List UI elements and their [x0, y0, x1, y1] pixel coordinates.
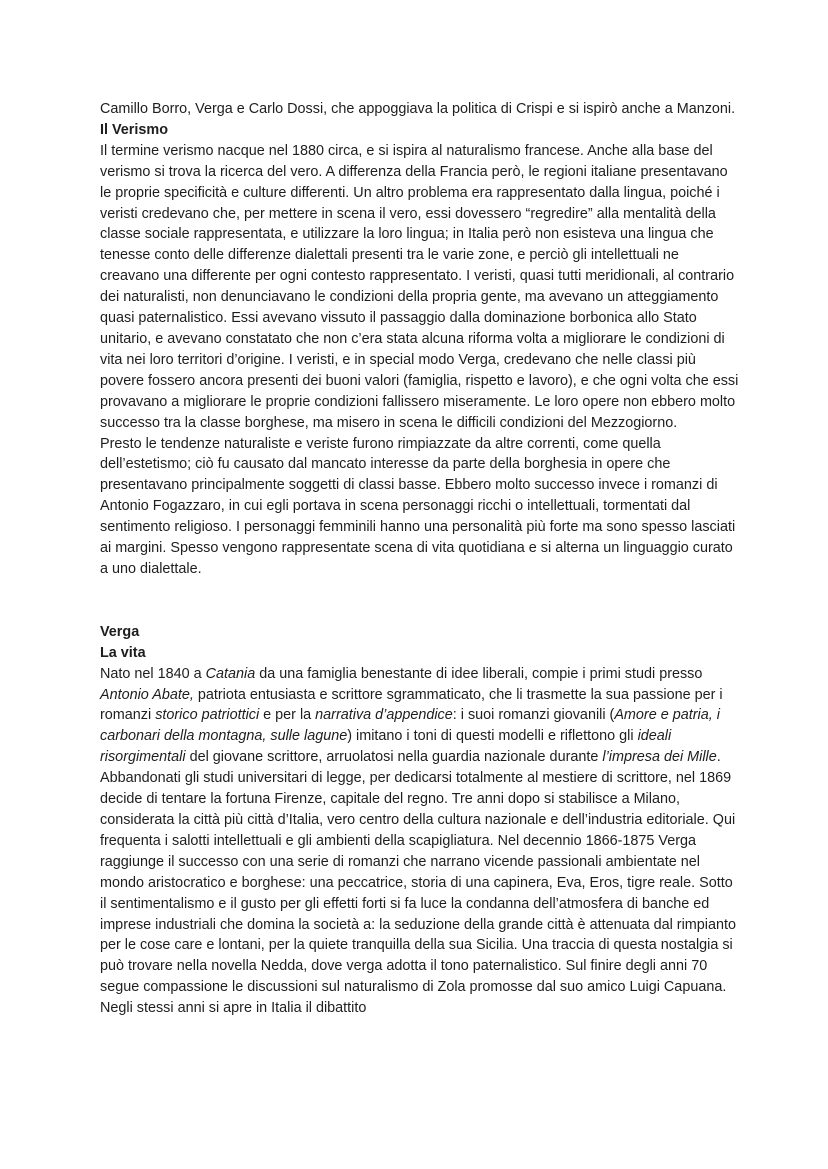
vita-heading: La vita	[100, 644, 146, 661]
vita-run: : i suoi romanzi giovanili (	[452, 707, 615, 724]
vita-run: del giovane scrittore, arruolatosi nella guardia nazionale durante	[185, 749, 603, 766]
vita-run-italic: ideali risorgimentali	[100, 728, 672, 766]
vita-run: Nato nel 1840 a	[100, 665, 206, 682]
vita-paragraph	[100, 664, 740, 1019]
intro-paragraph: Camillo Borro, Verga e Carlo Dossi, che appoggiava la politica di Crispi e si ispirò anche a Manzoni.	[100, 101, 736, 117]
vita-run-italic: storico patriottici	[155, 707, 260, 724]
verismo-paragraph-1: Il termine verismo nacque nel 1880 circa, e si ispira al naturalismo francese. Anche alla base del verismo si trova la ricerca del vero. A differenza della Francia però, le regioni italiane presentavano le proprie specificità e culture differenti. Un altro problema era rappresentato dalla lingua, poiché i veristi credevano che, per mettere in scena il vero, essi dovessero “regredire” alla mentalità della classe sociale rappresentata, e utilizzare la loro lingua; in Italia però non esisteva una lingua che tenesse conto delle differenze dialettali presenti tra le varie zone, e perciò gli intellettuali ne creavano una differente per ogni contesto rappresentato. I veristi, quasi tutti meridionali, al contrario dei naturalisti, non denunciavano le condizioni della propria gente, ma avevano un atteggiamento quasi paternalistico. Essi avevano vissuto il passaggio dalla dominazione borbonica allo Stato unitario, e avevano constatato che non c’era stata alcuna riforma volta a migliorare le condizioni di vita nei loro territori d’origine. I veristi, e in special modo Verga, credevano che nelle classi più povere fossero ancora presenti dei buoni valori (famiglia, rispetto e lavoro), e che ogni volta che essi provavano a migliorare le proprie condizioni fallissero miseramente. Le loro opere non ebbero molto successo tra la classe borghese, ma misero in scena le difficili condizioni del Mezzogiorno.	[100, 142, 739, 431]
vita-run-italic: Amore e patria, i carbonari della montagna, sulle lagune	[100, 707, 720, 745]
vita-run: e per la	[259, 707, 316, 724]
verismo-heading: Il Verismo	[100, 121, 168, 138]
vita-run: ) imitano i toni di questi modelli e riflettono gli	[347, 728, 638, 745]
document-page	[100, 99, 740, 1019]
vita-run: . Abbandonati gli studi universitari di legge, per dedicarsi totalmente al mestiere di scrittore, nel 1869 decide di tentare la fortuna Firenze, capitale del regno. Tre anni dopo si stabilisce a Milano, considerata la città più città d’Italia, vero centro della cultura nazionale e dell’industria editoriale. Qui frequenta i salotti intellettuali e gli ambienti della scapigliatura. Nel decennio 1866-1875 Verga raggiunge il successo con una serie di romanzi che narrano vicende passionali ambientate nel mondo aristocratico e borghese: una peccatrice, storia di una capinera, Eva, Eros, tigre reale. Sotto il sentimentalismo e il gusto per gli effetti forti si fa luce la condanna dell’atmosfera di banche ed imprese industriali che domina la società a: la seduzione della grande città è attenuata dal rimpianto per le cose care e lontani, per la quiete tranquilla della sua Sicilia. Una traccia di questa nostalgia si può trovare nella novella Nedda, dove verga adotta il tono paternalistico. Sul finire degli anni 70 segue compassione le discussioni sul naturalismo di Zola promosse dal suo amico Luigi Capuana. Negli stessi anni si apre in Italia il dibattito	[100, 749, 736, 1017]
verismo-paragraph-2: Presto le tendenze naturaliste e veriste furono rimpiazzate da altre correnti, come quella dell’estetismo; ciò fu causato dal mancato interesse da parte della borghesia in opere che presentavano principalmente soggetti di classi basse. Ebbero molto successo invece i romanzi di Antonio Fogazzaro, in cui egli portava in scena personaggi ricchi o intellettuali, tormentati dal sentimento religioso. I personaggi femminili hanno una personalità più forte ma sono spesso lasciati ai margini. Spesso vengono rappresentate scena di vita quotidiana e si alterna un linguaggio curato a uno dialettale.	[100, 435, 736, 577]
vita-run-italic: Antonio Abate,	[100, 686, 194, 703]
vita-run-italic: narrativa d’appendice	[315, 707, 453, 724]
vita-run-italic: Catania	[205, 665, 256, 682]
verga-heading: Verga	[100, 623, 140, 640]
vita-run-italic: l’impresa dei Mille	[602, 749, 717, 766]
vita-run: da una famiglia benestante di idee liberali, compie i primi studi presso	[255, 665, 703, 682]
section-spacer	[100, 580, 740, 622]
vita-run: patriota entusiasta e scrittore sgrammaticato, che li trasmette la sua passione per i romanzi	[100, 686, 723, 724]
